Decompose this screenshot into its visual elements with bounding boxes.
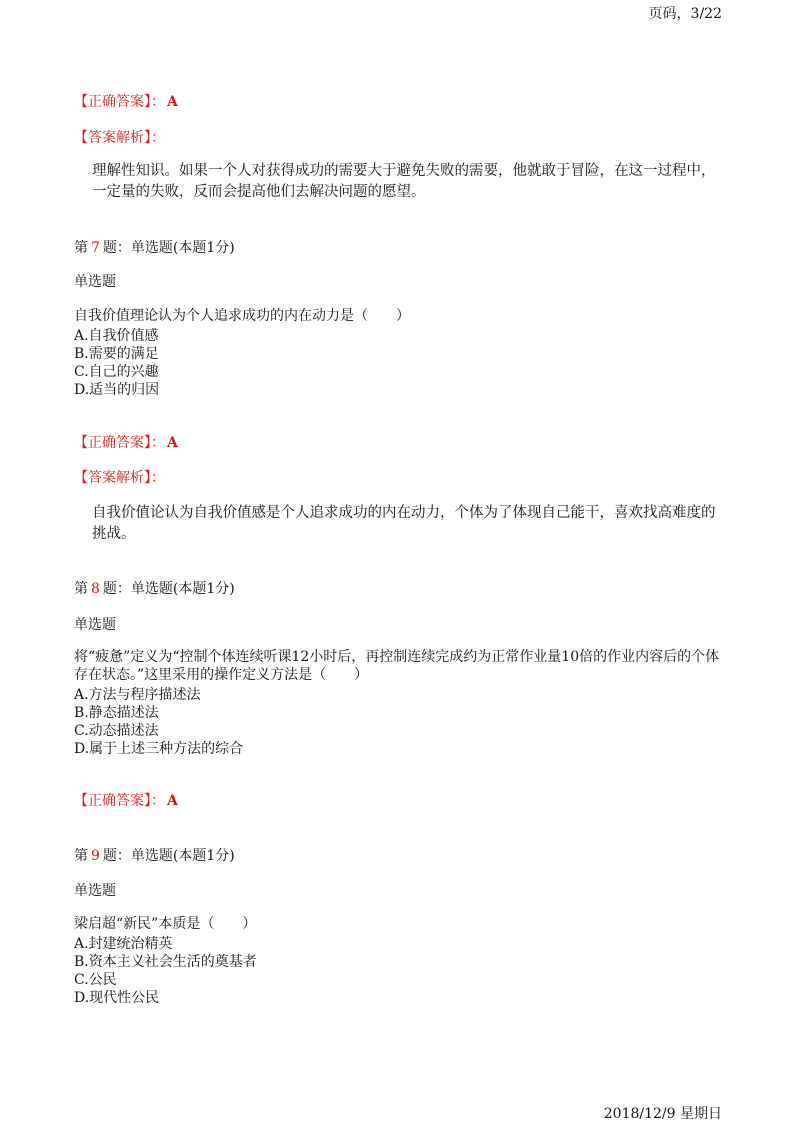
question-type: 单选题: [74, 883, 116, 899]
option-b: B.需要的满足: [74, 346, 159, 362]
question-type: 单选题: [74, 617, 116, 633]
question-number: 8: [91, 581, 100, 597]
option-c: C.公民: [74, 972, 117, 988]
option-b: B.静态描述法: [74, 705, 159, 721]
question-heading: [74, 237, 235, 257]
page-number: 页码，3/22: [648, 6, 722, 22]
correct-answer-label: 【正确答案】：: [74, 435, 165, 451]
correct-answer-value: A: [167, 435, 178, 451]
option-c: C.动态描述法: [74, 723, 159, 739]
option-b: B.资本主义社会生活的奠基者: [74, 954, 257, 970]
question-type: 单选题: [74, 274, 116, 290]
correct-answer-label: 【正确答案】：: [74, 94, 165, 110]
question-suffix: 题：单选题(本题1分): [102, 848, 235, 864]
analysis-label: 【答案解析】：: [74, 130, 165, 146]
question-text: 将“疲惫”定义为“控制个体连续听课12小时后，再控制连续完成约为正常作业量10倍的作业内容后的个体存在状态。”这里采用的操作定义方法是（ ）: [74, 649, 720, 683]
correct-answer-value: A: [167, 94, 178, 110]
question-number: 7: [91, 240, 100, 256]
option-a: A.自我价值感: [74, 328, 159, 344]
option-d: D.属于上述三种方法的综合: [74, 741, 244, 757]
option-c: C.自己的兴趣: [74, 364, 159, 380]
option-d: D.适当的归因: [74, 382, 160, 398]
option-a: A.方法与程序描述法: [74, 687, 201, 703]
option-a: A.封建统治精英: [74, 936, 173, 952]
analysis-label: 【答案解析】：: [74, 470, 165, 486]
correct-answer-line: [74, 91, 178, 111]
question-heading: [74, 845, 235, 865]
question-suffix: 题：单选题(本题1分): [102, 581, 235, 597]
question-heading: [74, 578, 235, 598]
question-suffix: 题：单选题(本题1分): [102, 240, 235, 256]
correct-answer-label: 【正确答案】：: [74, 793, 165, 809]
question-prefix: 第: [74, 240, 88, 256]
question-prefix: 第: [74, 581, 88, 597]
correct-answer-line: [74, 432, 178, 452]
correct-answer-line: [74, 790, 178, 810]
question-text: 自我价值理论认为个人追求成功的内在动力是（ ）: [74, 308, 410, 324]
correct-answer-value: A: [167, 793, 178, 809]
question-number: 9: [91, 848, 100, 864]
footer-date: 2018/12/9 星期日: [603, 1106, 722, 1122]
question-prefix: 第: [74, 848, 88, 864]
analysis-text: 自我价值论认为自我价值感是个人追求成功的内在动力，个体为了体现自己能干，喜欢找高难度的挑战。: [92, 505, 716, 542]
option-d: D.现代性公民: [74, 990, 160, 1006]
question-text: 梁启超“新民”本质是（ ）: [74, 916, 257, 932]
analysis-text: 理解性知识。如果一个人对获得成功的需要大于避免失败的需要，他就敢于冒险，在这一过程中，一定量的失败，反而会提高他们去解决问题的愿望。: [92, 163, 716, 200]
